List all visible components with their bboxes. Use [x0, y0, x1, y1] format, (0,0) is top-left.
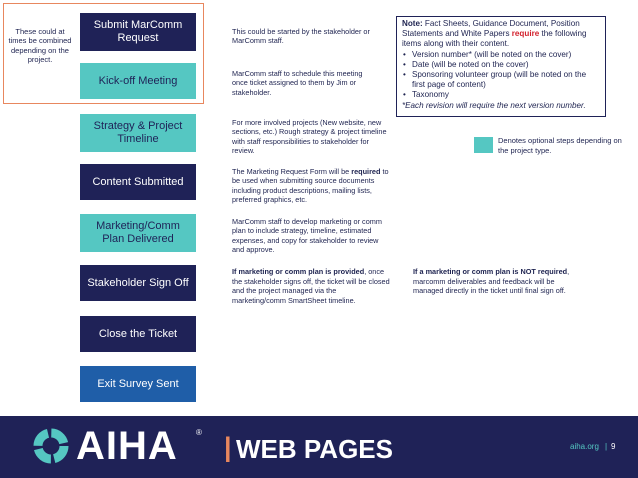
condition-plan-provided-text: , once the stakeholder signs off, the ticket will be closed and the project managed via the marketing/comm SmartSheet timeline. — [232, 267, 390, 305]
section-title: WEB PAGES — [236, 434, 393, 464]
page-number: 9 — [611, 442, 616, 451]
combined-steps-note: These could at times be combined depending on the project. — [8, 27, 72, 65]
registered-mark: ® — [196, 428, 202, 437]
step-kickoff-meeting: Kick-off Meeting — [80, 63, 196, 99]
aiha-ring-logo-icon — [32, 427, 70, 465]
note-label: Note: — [402, 19, 423, 28]
desc-content-post: to be used when submitting source documents including product descriptions, mailing lists, preferred graphics, etc. — [232, 167, 389, 205]
desc-content — [232, 167, 396, 205]
step-submit-request: Submit MarComm Request — [80, 13, 196, 51]
step-stakeholder-signoff: Stakeholder Sign Off — [80, 265, 196, 301]
note-box — [396, 16, 606, 117]
step-plan-delivered: Marketing/Comm Plan Delivered — [80, 214, 196, 252]
note-item: • Version number* (will be noted on the cover) — [402, 50, 600, 60]
note-item: • Date (will be noted on the cover) — [402, 60, 600, 70]
footer-bar — [0, 416, 638, 478]
note-item: • Sponsoring volunteer group (will be noted on the first page of content) — [402, 70, 600, 90]
condition-not-required-text: , marcomm deliverables and feedback will be managed directly in the ticket until final sign off. — [413, 267, 570, 295]
desc-submit: This could be started by the stakeholder or MarComm staff. — [232, 27, 370, 46]
step-close-ticket: Close the Ticket — [80, 316, 196, 352]
footer-site: aiha.org — [570, 442, 599, 451]
desc-strategy: For more involved projects (New website, new sections, etc.) Rough strategy & project timeline with staff responsibilities to stakeholder for review. — [232, 118, 387, 156]
note-item: • Taxonomy — [402, 90, 600, 100]
step-content-submitted: Content Submitted — [80, 164, 196, 200]
step-exit-survey: Exit Survey Sent — [80, 366, 196, 402]
legend-text: Denotes optional steps depending on the project type. — [498, 136, 622, 155]
condition-not-required-bold1: If a marketing or comm plan is NOT — [413, 267, 536, 276]
note-require-word: require — [511, 29, 540, 39]
note-footnote: *Each revision will require the next version number. — [402, 100, 586, 110]
aiha-logo-text: AIHA — [76, 424, 178, 468]
desc-kickoff: MarComm staff to schedule this meeting once ticket assigned to them by Jim or stakeholder. — [232, 69, 363, 97]
footer-page-separator: | — [605, 442, 608, 451]
step-strategy-timeline: Strategy & Project Timeline — [80, 114, 196, 152]
note-intro — [402, 19, 600, 50]
desc-content-pre: The Marketing Request Form will be — [232, 167, 350, 176]
condition-not-required-bold2: required — [537, 267, 568, 276]
condition-plan-not-required — [413, 267, 573, 296]
note-items — [402, 50, 600, 101]
note-intro-post: the following items along with their content. — [402, 29, 587, 49]
desc-plan: MarComm staff to develop marketing or comm plan to include strategy, timeline, estimated expenses, and copy for stakeholder to review and approve. — [232, 217, 382, 255]
note-intro-pre: Fact Sheets, Guidance Document, Position Statements and White Papers — [402, 19, 580, 39]
condition-plan-provided — [232, 267, 392, 305]
condition-plan-provided-bold: If marketing or comm plan is provided — [232, 267, 365, 276]
desc-content-bold: required — [351, 167, 381, 176]
title-separator: | — [224, 432, 232, 462]
legend-swatch — [474, 137, 493, 153]
